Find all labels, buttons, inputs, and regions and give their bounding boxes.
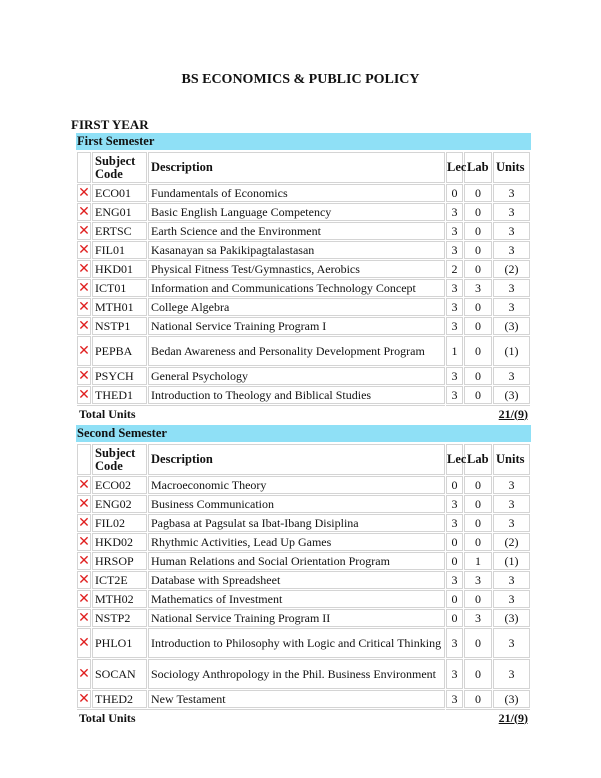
header-description: Description xyxy=(148,444,445,475)
units: 3 xyxy=(493,590,530,608)
subject-code: ICT01 xyxy=(92,279,147,297)
units: 3 xyxy=(493,628,530,658)
subject-description: Introduction to Philosophy with Logic and Critical Thinking xyxy=(148,628,445,658)
subject-code: ICT2E xyxy=(92,571,147,589)
subject-code: THED2 xyxy=(92,690,147,708)
lab-hours: 0 xyxy=(464,628,492,658)
table-row xyxy=(77,628,530,658)
subject-description: Physical Fitness Test/Gymnastics, Aerobics xyxy=(148,260,445,278)
units: 3 xyxy=(493,279,530,297)
units: 3 xyxy=(493,203,530,221)
subject-code: THED1 xyxy=(92,386,147,404)
lab-hours: 0 xyxy=(464,476,492,494)
table-row xyxy=(77,260,530,278)
year-heading: FIRST YEAR xyxy=(71,117,149,132)
remove-icon[interactable]: ✕ xyxy=(78,571,90,588)
total-label: Total Units xyxy=(77,405,445,422)
table-row xyxy=(77,495,530,513)
subject-code: MTH02 xyxy=(92,590,147,608)
lec-hours: 3 xyxy=(446,628,463,658)
subject-code: NSTP1 xyxy=(92,317,147,335)
units: 3 xyxy=(493,222,530,240)
table-row xyxy=(77,571,530,589)
lab-hours: 0 xyxy=(464,260,492,278)
subject-code: PEPBA xyxy=(92,336,147,366)
subject-description: Sociology Anthropology in the Phil. Business Environment xyxy=(148,659,445,689)
subject-code: ECO01 xyxy=(92,184,147,202)
lec-hours: 3 xyxy=(446,514,463,532)
lec-hours: 0 xyxy=(446,552,463,570)
table-row xyxy=(77,552,530,570)
units: (1) xyxy=(493,336,530,366)
subject-description: College Algebra xyxy=(148,298,445,316)
subject-description: New Testament xyxy=(148,690,445,708)
subject-code: HKD02 xyxy=(92,533,147,551)
remove-icon[interactable]: ✕ xyxy=(78,533,90,550)
header-units: Units xyxy=(493,444,530,475)
subject-description: Rhythmic Activities, Lead Up Games xyxy=(148,533,445,551)
table-header xyxy=(77,444,530,475)
subject-code: ERTSC xyxy=(92,222,147,240)
remove-icon[interactable]: ✕ xyxy=(77,628,91,658)
header-lab: Lab xyxy=(464,152,492,183)
subject-description: Business Communication xyxy=(148,495,445,513)
header-description: Description xyxy=(148,152,445,183)
lec-hours: 0 xyxy=(446,476,463,494)
units: (3) xyxy=(493,317,530,335)
header-lec: Lec xyxy=(446,444,463,475)
lab-hours: 1 xyxy=(464,552,492,570)
remove-icon[interactable]: ✕ xyxy=(77,659,91,689)
lec-hours: 0 xyxy=(446,533,463,551)
table-row xyxy=(77,609,530,627)
lab-hours: 3 xyxy=(464,279,492,297)
lec-hours: 0 xyxy=(446,609,463,627)
units: 3 xyxy=(493,495,530,513)
table-row xyxy=(77,279,530,297)
lab-hours: 3 xyxy=(464,571,492,589)
lab-hours: 0 xyxy=(464,690,492,708)
lab-hours: 0 xyxy=(464,514,492,532)
page-title: BS ECONOMICS & PUBLIC POLICY xyxy=(181,72,420,87)
semester-section xyxy=(76,425,531,727)
semester-title: First Semester xyxy=(76,133,531,150)
remove-icon[interactable]: ✕ xyxy=(78,222,90,239)
subject-description: Pagbasa at Pagsulat sa Ibat-Ibang Disiplina xyxy=(148,514,445,532)
remove-icon[interactable]: ✕ xyxy=(78,317,90,334)
subject-description: Database with Spreadsheet xyxy=(148,571,445,589)
lab-hours: 0 xyxy=(464,203,492,221)
table-header xyxy=(77,152,530,183)
table-row xyxy=(77,336,530,366)
header-units: Units xyxy=(493,152,530,183)
subject-code: ENG01 xyxy=(92,203,147,221)
subject-code: PSYCH xyxy=(92,367,147,385)
units: (3) xyxy=(493,690,530,708)
table-row xyxy=(77,222,530,240)
total-label: Total Units xyxy=(77,709,445,726)
subject-code: SOCAN xyxy=(92,659,147,689)
remove-icon[interactable]: ✕ xyxy=(78,260,90,277)
subject-code: MTH01 xyxy=(92,298,147,316)
lab-hours: 0 xyxy=(464,336,492,366)
table-row xyxy=(77,659,530,689)
units: 3 xyxy=(493,184,530,202)
units: 3 xyxy=(493,514,530,532)
subject-description: Information and Communications Technology Concept xyxy=(148,279,445,297)
subject-description: Earth Science and the Environment xyxy=(148,222,445,240)
subject-description: Mathematics of Investment xyxy=(148,590,445,608)
units: 3 xyxy=(493,571,530,589)
lab-hours: 0 xyxy=(464,533,492,551)
lec-hours: 3 xyxy=(446,571,463,589)
table-row xyxy=(77,367,530,385)
units: (2) xyxy=(493,260,530,278)
lec-hours: 3 xyxy=(446,279,463,297)
table-row xyxy=(77,690,530,708)
subject-code: ENG02 xyxy=(92,495,147,513)
lab-hours: 0 xyxy=(464,298,492,316)
lec-hours: 3 xyxy=(446,690,463,708)
subject-code: HKD01 xyxy=(92,260,147,278)
remove-icon[interactable]: ✕ xyxy=(78,298,90,315)
subjects-table xyxy=(76,151,531,423)
remove-icon[interactable]: ✕ xyxy=(77,336,91,366)
remove-icon[interactable]: ✕ xyxy=(78,203,90,220)
units: 3 xyxy=(493,298,530,316)
header-lab: Lab xyxy=(464,444,492,475)
lec-hours: 3 xyxy=(446,298,463,316)
remove-icon[interactable]: ✕ xyxy=(78,279,90,296)
remove-icon[interactable]: ✕ xyxy=(78,690,90,707)
subject-description: Bedan Awareness and Personality Development Program xyxy=(148,336,445,366)
units: 3 xyxy=(493,367,530,385)
table-row xyxy=(77,514,530,532)
remove-icon[interactable]: ✕ xyxy=(78,184,90,201)
subject-code: FIL01 xyxy=(92,241,147,259)
subject-description: National Service Training Program I xyxy=(148,317,445,335)
lec-hours: 2 xyxy=(446,260,463,278)
remove-icon[interactable]: ✕ xyxy=(78,514,90,531)
units: (1) xyxy=(493,552,530,570)
total-units: 21/(9) xyxy=(446,405,530,422)
subject-description: Fundamentals of Economics xyxy=(148,184,445,202)
lab-hours: 0 xyxy=(464,241,492,259)
remove-icon[interactable]: ✕ xyxy=(78,590,90,607)
units: (3) xyxy=(493,386,530,404)
lec-hours: 3 xyxy=(446,241,463,259)
remove-icon[interactable]: ✕ xyxy=(78,609,90,626)
header-lec: Lec xyxy=(446,152,463,183)
units: 3 xyxy=(493,659,530,689)
units: 3 xyxy=(493,476,530,494)
remove-icon[interactable]: ✕ xyxy=(78,552,90,569)
lec-hours: 3 xyxy=(446,317,463,335)
units: (3) xyxy=(493,609,530,627)
subjects-table xyxy=(76,443,531,727)
remove-icon[interactable]: ✕ xyxy=(78,367,90,384)
table-row xyxy=(77,533,530,551)
units: 3 xyxy=(493,241,530,259)
lab-hours: 0 xyxy=(464,495,492,513)
lab-hours: 0 xyxy=(464,386,492,404)
lab-hours: 0 xyxy=(464,659,492,689)
lec-hours: 3 xyxy=(446,367,463,385)
remove-icon[interactable]: ✕ xyxy=(78,476,90,493)
semester-title: Second Semester xyxy=(76,425,531,442)
lec-hours: 3 xyxy=(446,386,463,404)
table-row xyxy=(77,476,530,494)
subject-description: Macroeconomic Theory xyxy=(148,476,445,494)
total-units: 21/(9) xyxy=(446,709,530,726)
table-row xyxy=(77,184,530,202)
lec-hours: 3 xyxy=(446,495,463,513)
table-row xyxy=(77,317,530,335)
subject-code: PHLO1 xyxy=(92,628,147,658)
lec-hours: 3 xyxy=(446,222,463,240)
table-row xyxy=(77,386,530,404)
table-row xyxy=(77,241,530,259)
subject-code: FIL02 xyxy=(92,514,147,532)
lab-hours: 0 xyxy=(464,590,492,608)
semester-section xyxy=(76,133,531,423)
lab-hours: 0 xyxy=(464,184,492,202)
subject-description: Human Relations and Social Orientation Program xyxy=(148,552,445,570)
units: (2) xyxy=(493,533,530,551)
lab-hours: 3 xyxy=(464,609,492,627)
subject-description: Basic English Language Competency xyxy=(148,203,445,221)
remove-icon[interactable]: ✕ xyxy=(78,241,90,258)
remove-icon[interactable]: ✕ xyxy=(78,495,90,512)
lab-hours: 0 xyxy=(464,222,492,240)
lec-hours: 0 xyxy=(446,184,463,202)
lab-hours: 0 xyxy=(464,317,492,335)
lec-hours: 1 xyxy=(446,336,463,366)
subject-code: NSTP2 xyxy=(92,609,147,627)
header-code: Subject Code xyxy=(92,152,147,183)
subject-code: HRSOP xyxy=(92,552,147,570)
subject-description: Kasanayan sa Pakikipagtalastasan xyxy=(148,241,445,259)
lec-hours: 3 xyxy=(446,659,463,689)
table-row xyxy=(77,590,530,608)
table-row xyxy=(77,203,530,221)
table-row xyxy=(77,298,530,316)
subject-description: National Service Training Program II xyxy=(148,609,445,627)
header-code: Subject Code xyxy=(92,444,147,475)
lab-hours: 0 xyxy=(464,367,492,385)
remove-icon[interactable]: ✕ xyxy=(78,386,90,403)
lec-hours: 0 xyxy=(446,590,463,608)
subject-description: Introduction to Theology and Biblical Studies xyxy=(148,386,445,404)
total-row xyxy=(77,709,530,726)
subject-code: ECO02 xyxy=(92,476,147,494)
subject-description: General Psychology xyxy=(148,367,445,385)
lec-hours: 3 xyxy=(446,203,463,221)
total-row xyxy=(77,405,530,422)
